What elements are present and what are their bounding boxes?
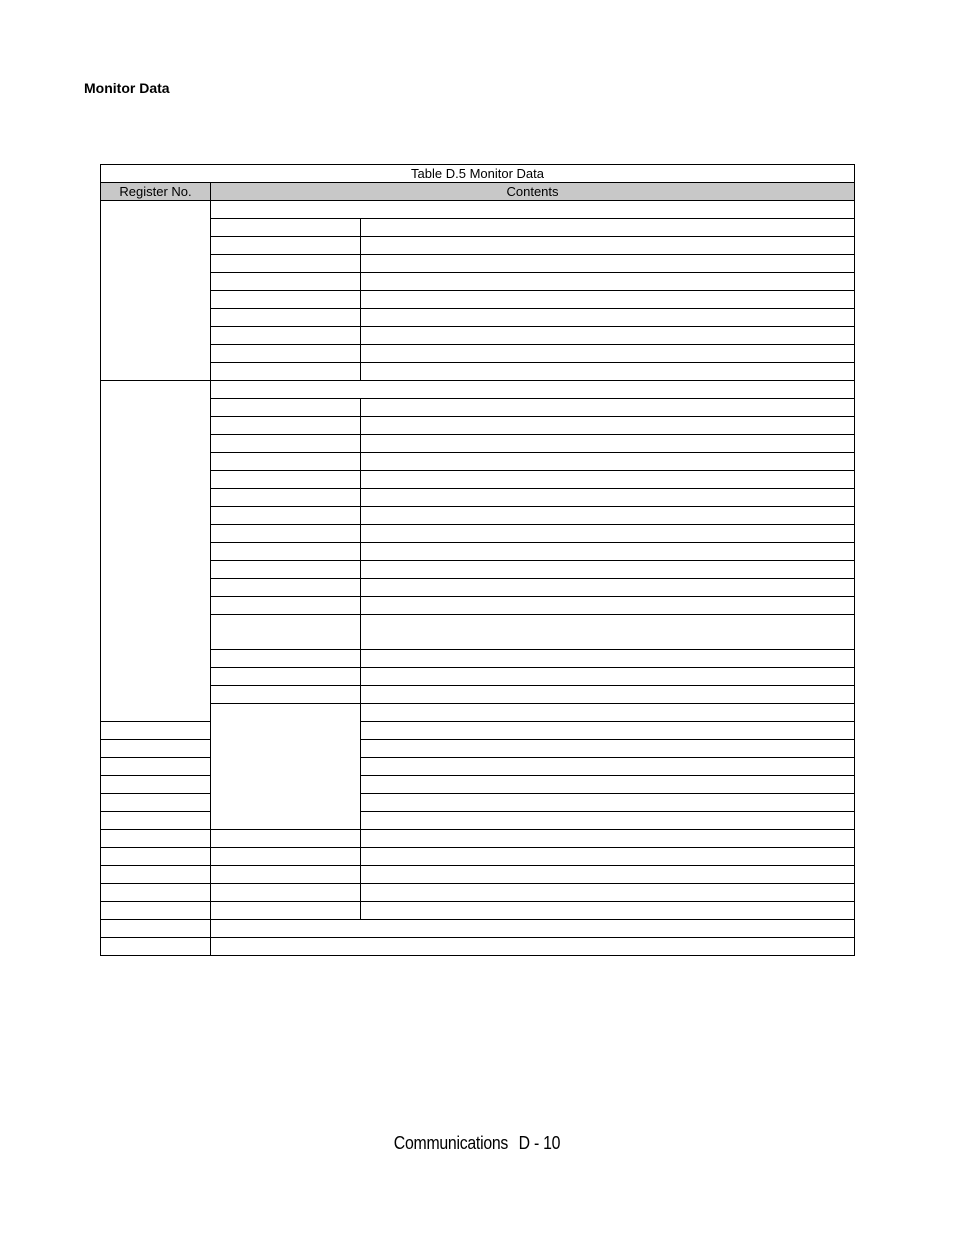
register-cell (101, 201, 211, 381)
table-row (101, 525, 855, 543)
bit-cell (211, 471, 361, 489)
description-cell (361, 722, 855, 740)
bit-cell (101, 740, 211, 758)
table-row (101, 686, 855, 704)
description-cell (361, 435, 855, 453)
bit-cell (211, 435, 361, 453)
bit-cell (211, 237, 361, 255)
group-title-cell (361, 704, 855, 722)
table-row (101, 561, 855, 579)
table-row (101, 938, 855, 956)
bit-cell (211, 453, 361, 471)
bit-cell (211, 417, 361, 435)
table-caption-row (101, 165, 855, 183)
section-title: Monitor Data (84, 80, 170, 96)
register-cell (211, 704, 361, 830)
register-cell (101, 902, 211, 920)
bit-cell (211, 273, 361, 291)
description-cell (361, 417, 855, 435)
contents-cell (211, 920, 855, 938)
description-cell (361, 758, 855, 776)
register-cell (101, 920, 211, 938)
bit-cell (211, 686, 361, 704)
table-row (101, 668, 855, 686)
bit-cell (211, 219, 361, 237)
bit-cell (101, 776, 211, 794)
table-row (101, 615, 855, 650)
table-row (101, 435, 855, 453)
description-cell (361, 812, 855, 830)
table-row (101, 543, 855, 561)
group-title-cell (211, 381, 855, 399)
description-cell (361, 740, 855, 758)
description-cell (361, 255, 855, 273)
description-cell (361, 866, 855, 884)
table-row (101, 704, 855, 722)
description-cell (361, 453, 855, 471)
bit-cell (211, 363, 361, 381)
bit-cell (211, 848, 361, 866)
table-row (101, 327, 855, 345)
table-row (101, 255, 855, 273)
bit-cell (211, 309, 361, 327)
description-cell (361, 327, 855, 345)
description-cell (361, 615, 855, 650)
table-row (101, 399, 855, 417)
table-row (101, 902, 855, 920)
bit-cell (211, 615, 361, 650)
description-cell (361, 884, 855, 902)
table-row (101, 237, 855, 255)
register-cell (101, 866, 211, 884)
column-header-contents: Contents (211, 183, 855, 201)
bit-cell (211, 543, 361, 561)
bit-cell (101, 812, 211, 830)
description-cell (361, 489, 855, 507)
table-row (101, 309, 855, 327)
table-row (101, 453, 855, 471)
table-row (101, 920, 855, 938)
description-cell (361, 273, 855, 291)
contents-cell (211, 938, 855, 956)
description-cell (361, 579, 855, 597)
description-cell (361, 237, 855, 255)
bit-cell (211, 291, 361, 309)
register-cell (101, 848, 211, 866)
description-cell (361, 561, 855, 579)
bit-cell (211, 597, 361, 615)
description-cell (361, 848, 855, 866)
table-header-row (101, 183, 855, 201)
table-row (101, 417, 855, 435)
table-row (101, 345, 855, 363)
table-row (101, 884, 855, 902)
table-row (101, 381, 855, 399)
description-cell (361, 219, 855, 237)
bit-cell (211, 327, 361, 345)
register-cell (101, 938, 211, 956)
description-cell (361, 345, 855, 363)
table-row (101, 201, 855, 219)
bit-cell (211, 650, 361, 668)
bit-cell (211, 902, 361, 920)
table-row (101, 363, 855, 381)
bit-cell (211, 668, 361, 686)
footer-section-label: Communications (393, 1133, 509, 1153)
description-cell (361, 543, 855, 561)
table-row (101, 489, 855, 507)
description-cell (361, 525, 855, 543)
table-row (101, 273, 855, 291)
bit-cell (211, 561, 361, 579)
description-cell (361, 399, 855, 417)
description-cell (361, 830, 855, 848)
description-cell (361, 597, 855, 615)
table-row (101, 291, 855, 309)
column-header-register: Register No. (101, 183, 211, 201)
bit-cell (211, 489, 361, 507)
register-cell (101, 381, 211, 722)
table-caption: Table D.5 Monitor Data (101, 165, 855, 183)
description-cell (361, 291, 855, 309)
register-cell (101, 830, 211, 848)
bit-cell (211, 345, 361, 363)
table-row (101, 597, 855, 615)
table-row (101, 650, 855, 668)
bit-cell (211, 255, 361, 273)
description-cell (361, 471, 855, 489)
table-row (101, 507, 855, 525)
description-cell (361, 507, 855, 525)
description-cell (361, 794, 855, 812)
description-cell (361, 363, 855, 381)
description-cell (361, 668, 855, 686)
bit-cell (101, 722, 211, 740)
bit-cell (211, 884, 361, 902)
table-row (101, 219, 855, 237)
bit-cell (211, 579, 361, 597)
bit-cell (211, 507, 361, 525)
page-footer (57, 1133, 897, 1154)
bit-cell (211, 830, 361, 848)
bit-cell (101, 758, 211, 776)
monitor-data-table (100, 164, 855, 956)
bit-cell (101, 794, 211, 812)
table-row (101, 848, 855, 866)
description-cell (361, 902, 855, 920)
description-cell (361, 776, 855, 794)
bit-cell (211, 866, 361, 884)
description-cell (361, 309, 855, 327)
bit-cell (211, 399, 361, 417)
table-row (101, 471, 855, 489)
table-row (101, 830, 855, 848)
description-cell (361, 650, 855, 668)
description-cell (361, 686, 855, 704)
table-row (101, 866, 855, 884)
table-row (101, 579, 855, 597)
footer-page-number: D - 10 (518, 1133, 561, 1153)
register-cell (101, 884, 211, 902)
group-title-cell (211, 201, 855, 219)
bit-cell (211, 525, 361, 543)
